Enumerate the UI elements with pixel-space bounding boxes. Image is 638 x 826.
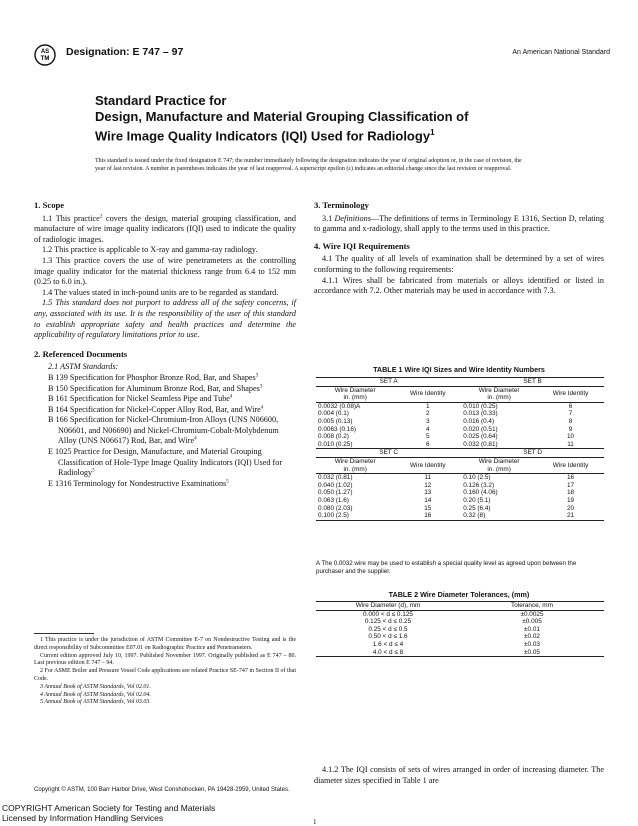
table-row [316, 626, 604, 634]
table-row [316, 410, 604, 418]
footnote-1b: Current edition approved July 10, 1997. Published November 1997. Originally published as E 747 – 80. Last previous edition E 747 – 94. [34, 652, 296, 667]
table-cell: 0.020 (0.51) [463, 425, 498, 433]
table-cell: 4.0 < d ≤ 8 [316, 649, 460, 657]
wire-4-1-1: 4.1.1 Wires shall be fabricated from materials or alloys identified or listed in accordance with 7.2. Other materials may be used in accordance with 7.3. [314, 275, 604, 296]
table-cell: 4 [425, 425, 430, 433]
table-cell: 0.050 (1.27) [318, 489, 353, 497]
table1 [316, 377, 604, 521]
table-cell: 0.100 (2.5) [316, 512, 394, 520]
scope-1-1: 1.1 This practice$^2$ covers the design, material grouping classification, and manufacture of wire image quality indicators (IQI) used to indicate the quality of radiologic images. [34, 213, 296, 244]
table-cell: 0.50 < d ≤ 1.6 [368, 633, 408, 641]
copyright-line: Copyright © ASTM, 100 Barr Harbor Drive, West Conshohocken, PA 19428-2959, United States. [34, 787, 290, 793]
license-line-2: Licensed by Information Handling Services [2, 812, 164, 823]
table-cell: 16 [566, 474, 575, 482]
table-cell: 6 [568, 402, 573, 410]
col-diam: Wire Diameter in. (mm) [316, 386, 394, 402]
table-cell: 0.0032 (0.08)A [318, 402, 361, 410]
table-row [316, 418, 604, 426]
table-cell: 0.25 < d ≤ 0.5 [368, 625, 408, 633]
table-cell: 0.010 (0.25) [316, 441, 394, 449]
set-c-header: SET C [316, 449, 461, 458]
table-row [316, 433, 604, 441]
footnote-divider [34, 633, 94, 634]
table-cell: 0.025 (0.64) [463, 433, 498, 441]
table-cell: 11 [424, 474, 432, 482]
table-row [316, 633, 604, 641]
issuance-note: This standard is issued under the fixed designation E 747; the number immediately following the designation indicates the year of original adoption or, in the case of revision, the year of last revision. A number in parentheses indicates the year of last reapproval. A superscript epsilon (ε) indicates an editorial change since the last revision or reapproval. [95, 158, 522, 173]
footnote-4: 4 Annual Book of ASTM Standards, Vol 02.04. [40, 691, 151, 698]
ref-item: B 150 Specification for Aluminum Bronze Rod, Bar, and Shapes$^3$ [48, 383, 263, 393]
table-cell: 0.20 (5.1) [463, 496, 491, 504]
table-cell: ±0.05 [460, 649, 604, 657]
table-cell: 20 [566, 504, 575, 512]
scope-heading: 1. Scope [34, 200, 65, 210]
col-diam: Wire Diameter in. (mm) [461, 386, 537, 402]
table-cell: 13 [424, 489, 432, 497]
col-tolerance: Tolerance, mm [460, 602, 604, 611]
table-row [316, 610, 604, 618]
footnote-1: 1 This practice is under the jurisdiction of ASTM Committee E-7 on Nondestructive Testing and is the direct responsibility of Subcommittee E07.01 on Radiographic Practice and Penetrameters. [34, 637, 296, 651]
astm-standards-label: 2.1 ASTM Standards: [48, 362, 119, 372]
ref-item: E 1025 Practice for Design, Manufacture, and Material Grouping Classification of Hole-Type Image Quality Indicators (IQI) Used for Radiology$^5$ [48, 447, 283, 478]
table-cell: 0.125 < d ≤ 0.25 [364, 618, 412, 626]
footnotes [34, 637, 296, 707]
table-row [316, 512, 604, 520]
table-row [316, 489, 604, 497]
ref-item: B 166 Specification for Nickel-Chromium-Iron Alloys (UNS N06600, N06601, and N06690) and Nickel-Chromium-Cobalt-Molybdenum Alloy (UNS N06617) Rod, Bar, and Wire$^4$ [48, 415, 279, 446]
table-cell: 7 [568, 410, 573, 418]
table-row [316, 497, 604, 505]
table-cell: 0.010 (0.25) [463, 402, 498, 410]
table1-footnote: A The 0.0032 wire may be used to establish a special quality level as agreed upon between the purchaser and the supplier. [316, 560, 577, 575]
page-number: 1 [313, 818, 317, 826]
footnote-3: 3 Annual Book of ASTM Standards, Vol 02.01. [40, 683, 151, 690]
col-wire-diameter: Wire Diameter (d), mm [316, 602, 460, 611]
scope-1-4: 1.4 The values stated in inch-pound units are to be regarded as standard. [42, 287, 279, 297]
col-diam: Wire Diameter in. (mm) [461, 457, 537, 473]
table-cell: 5 [425, 433, 430, 441]
footnote-5: 5 Annual Book of ASTM Standards, Vol 03.03. [40, 699, 151, 706]
table-cell: 19 [566, 496, 575, 504]
table2 [316, 601, 604, 657]
table-cell: 6 [394, 441, 461, 449]
table-cell: 0.080 (2.03) [318, 504, 353, 512]
col-id: Wire Identity [394, 457, 461, 473]
table-cell: ±0.005 [522, 618, 542, 626]
ref-item: B 161 Specification for Nickel Seamless Pipe and Tube$^4$ [48, 394, 233, 404]
title-line-1: Standard Practice for [95, 93, 227, 108]
table-cell: 0.10 (2.5) [463, 474, 491, 482]
terminology-3-1: 3.1 Definitions—The definitions of terms in Terminology E 1316, Section D, relating to gamma and x-radiology, shall apply to the terms used in this practice. [314, 213, 604, 234]
col-diam: Wire Diameter in. (mm) [316, 457, 394, 473]
table-cell: 1.6 < d ≤ 4 [372, 640, 404, 648]
table-cell: 0.160 (4.06) [463, 489, 498, 497]
license-notice [2, 804, 215, 823]
left-column [34, 200, 296, 489]
table-row [316, 649, 604, 657]
table-cell: ±0.02 [524, 633, 540, 641]
wire-4-1-2-block [314, 765, 604, 786]
table-cell: 0.008 (0.2) [318, 433, 349, 441]
designation: Designation: E 747 – 97 [66, 46, 184, 58]
document-title [95, 93, 565, 144]
table-cell: 9 [568, 425, 573, 433]
reference-list [34, 362, 296, 489]
table-cell: 1 [425, 402, 430, 410]
table-row [316, 618, 604, 626]
table-cell: 0.063 (1.6) [318, 496, 349, 504]
set-b-header: SET B [461, 378, 604, 387]
svg-text:AS: AS [40, 49, 50, 55]
table-row [316, 482, 604, 490]
ref-item: E 1316 Terminology for Nondestructive Examinations$^5$ [48, 478, 229, 488]
table-cell: 12 [424, 481, 432, 489]
wire-4-1: 4.1 The quality of all levels of examination shall be determined by a set of wires conforming to the following requirements: [314, 254, 604, 274]
table-cell: 16 [394, 512, 461, 520]
table-row [316, 505, 604, 513]
ref-item: B 164 Specification for Nickel-Copper Alloy Rod, Bar, and Wire$^4$ [48, 404, 264, 414]
refs-heading: 2. Referenced Documents [34, 348, 128, 359]
table-cell: 0.016 (0.4) [463, 417, 495, 425]
table-cell: 0.004 (0.1) [318, 410, 349, 418]
table-row [316, 474, 604, 482]
scope-1-5: 1.5 This standard does not purport to address all of the safety concerns, if any, associated with its use. It is the responsibility of the user of this standard to establish appropriate safety and health practices and determine the applicability of regulatory limitations prior to use. [34, 298, 296, 340]
table-row [316, 402, 604, 410]
table-cell: 0.032 (0.81) [318, 474, 353, 482]
table-cell: 18 [566, 489, 575, 497]
wire-req-heading: 4. Wire IQI Requirements [314, 240, 410, 251]
table-cell: 0.126 (3.2) [463, 481, 495, 489]
table-cell: ±0.03 [524, 640, 540, 648]
table-cell: 17 [566, 481, 575, 489]
col-id: Wire Identity [537, 457, 604, 473]
table-row [316, 441, 604, 449]
scope-1-2: 1.2 This practice is applicable to X-ray and gamma-ray radiology. [42, 245, 258, 255]
right-column [314, 200, 604, 297]
table-cell: 0.000 < d ≤ 0.125 [363, 610, 413, 618]
col-id: Wire Identity [537, 386, 604, 402]
table-cell: 0.25 (6.4) [463, 504, 491, 512]
wire-4-1-2: 4.1.2 The IQI consists of sets of wires arranged in order of increasing diameter. The diameter sizes specified in Table 1 are [314, 765, 604, 785]
table-cell: 14 [424, 496, 432, 504]
set-d-header: SET D [461, 449, 604, 458]
scope-1-3: 1.3 This practice covers the use of wire penetrameters as the controlling image quality indicator for the material thickness range from 6.4 to 152 mm (0.25 to 6.0 in.). [34, 255, 296, 287]
table-row [316, 426, 604, 434]
table-cell: 2 [425, 410, 430, 418]
footnote-2: 2 For ASME Boiler and Pressure Vessel Code applications see related Practice SE-747 in Section II of that Code. [34, 668, 297, 682]
table2-caption: TABLE 2 Wire Diameter Tolerances, (mm) [388, 590, 530, 599]
table-cell: 0.032 (0.81) [461, 441, 537, 449]
table-cell: 15 [424, 504, 432, 512]
table-cell: 0.005 (0.13) [318, 417, 353, 425]
table-cell: 0.0063 (0.16) [318, 425, 357, 433]
table-cell: 21 [537, 512, 604, 520]
national-standard-label: An American National Standard [512, 49, 610, 56]
license-line-1: COPYRIGHT American Society for Testing and Materials [2, 803, 216, 813]
svg-text:TM: TM [40, 56, 50, 62]
table-cell: 3 [425, 417, 430, 425]
table-cell: 0.040 (1.02) [318, 481, 353, 489]
astm-logo [34, 44, 56, 66]
table-cell: 0.013 (0.33) [463, 410, 498, 418]
set-a-header: SET A [316, 378, 461, 387]
table1-caption: TABLE 1 Wire IQI Sizes and Wire Identity Numbers [373, 365, 545, 374]
table-cell: 0.32 (8) [461, 512, 537, 520]
ref-item: B 139 Specification for Phosphor Bronze Rod, Bar, and Shapes$^3$ [48, 372, 259, 382]
table-cell: 11 [537, 441, 604, 449]
title-line-3: Wire Image Quality Indicators (IQI) Used for Radiology$^1$ [95, 128, 435, 144]
terminology-heading: 3. Terminology [314, 200, 369, 210]
table-cell: ±0.0025 [520, 610, 544, 618]
col-id: Wire Identity [394, 386, 461, 402]
table-cell: 8 [568, 417, 573, 425]
table-row [316, 641, 604, 649]
title-line-2: Design, Manufacture and Material Grouping Classification of [95, 109, 469, 124]
table-cell: 10 [566, 433, 575, 441]
table-cell: ±0.01 [524, 625, 540, 633]
